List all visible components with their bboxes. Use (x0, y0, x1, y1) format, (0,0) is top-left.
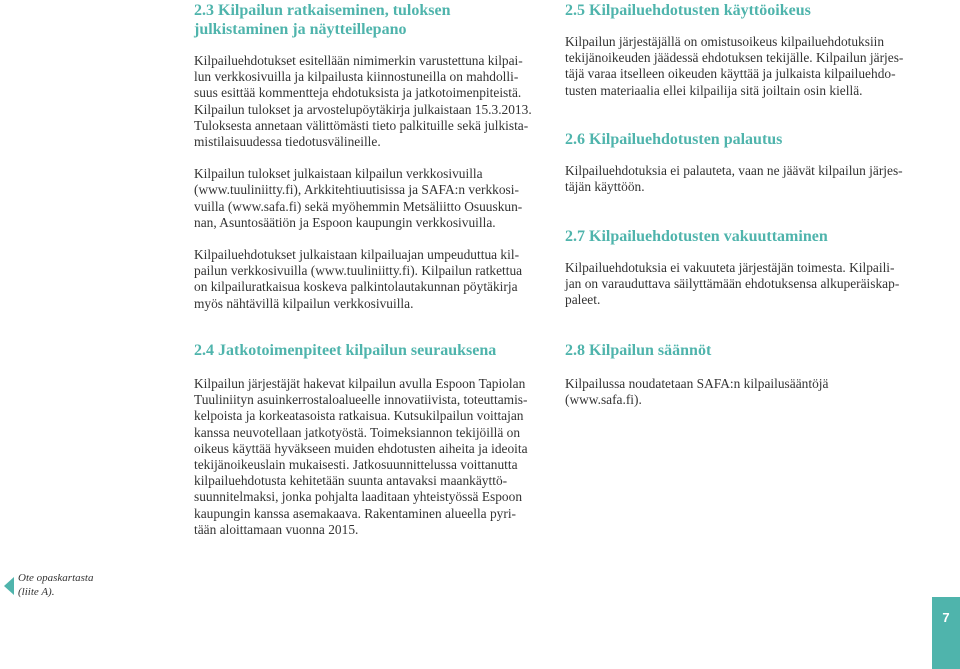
paragraph: Kilpailun järjestäjällä on omistusoikeus kilpailuehdotuksiin tekijänoikeuden jäädessä ehdotuksen tekijälle. Kilpailun järjes- täjä varaa itselleen oikeuden käyttää ja julkaista kilpailuehdo- tusten materiaalia ellei kilpailija sitä joiltain osin kiellä. (565, 34, 904, 98)
paragraph: Kilpailussa noudatetaan SAFA:n kilpailusääntöjä (www.safa.fi). (565, 376, 829, 408)
paragraph: Kilpailuehdotukset esitellään nimimerkin varustettuna kilpai- lun verkkosivuilla ja kilpailusta kiinnostuneilla on mahdolli- suus esittää kommentteja ehdotuksista ja jatkotoimenpiteistä. Kilpailun tulokset ja arvostelupöytäkirja julkaistaan 15.3.2013. Tuloksesta annetaan välittömästi tieto palkituille sekä julkista- mistilaisuudessa tiedotusvälineille. (194, 53, 532, 150)
paragraph: Kilpailun tulokset julkaistaan kilpailun verkkosivuilla (www.tuuliniitty.fi), Arkkitehtiuutisissa ja SAFA:n verkkosi- vuilla (www.safa.fi) sekä myöhemmin Metsäliitto Osuuskun- nan, Asuntosäätiön ja Espoon kaupungin verkkosivuilla. (194, 166, 523, 230)
section-2-6 (565, 130, 915, 211)
section-heading: 2.8 Kilpailun säännöt (565, 342, 712, 359)
section-2-3 (194, 1, 539, 328)
paragraph: Kilpailuehdotuksia ei palauteta, vaan ne jäävät kilpailun järjes- täjän käyttöön. (565, 163, 903, 195)
paragraph: Kilpailuehdotukset julkaistaan kilpailuajan umpeuduttua kil- pailun verkkosivuilla (www.tuuliniitty.fi). Kilpailun ratkettua on kilpailuratkaisua koskeva palkintolautakunnan pöytäkirja myös nähtävillä kilpailun verkkosivuilla. (194, 247, 523, 311)
paragraph: Kilpailuehdotuksia ei vakuuteta järjestäjän toimesta. Kilpaili- jan on varauduttava säilyttämään ehdotuksensa alkuperäiskap- paleet. (565, 260, 900, 308)
section-2-4 (194, 341, 539, 554)
section-2-8 (565, 341, 915, 424)
section-heading: 2.3 Kilpailun ratkaiseminen, tuloksen julkistaminen ja näytteillepano (194, 2, 451, 38)
section-2-7 (565, 227, 915, 325)
page-tab (932, 597, 960, 669)
section-heading: 2.7 Kilpailuehdotusten vakuuttaminen (565, 228, 828, 245)
paragraph: Kilpailun järjestäjät hakevat kilpailun avulla Espoon Tapiolan Tuuliniityn asuinkerrostaloalueelle innovatiivista, toteuttamis- kelpoista ja korkeatasoista ratkaisua. Kutsukilpailun voittajan kanssa neuvotellaan jatkotyöstä. Toimeksiannon tekijöillä on oikeus käyttää hyväkseen muiden ehdotusten aiheita ja ideoita tekijänoikeuslain mukaisesti. Jatkosuunnittelussa voittanutta kilpailuehdotusta kehitetään suunta antavaksi maankäyttö- suunnitelmaksi, jonka pohjalta laaditaan yhteistyössä Espoon kaupungin kanssa asemakaava. Rakentaminen alueella pyri- tään aloittamaan vuonna 2015. (194, 376, 528, 537)
section-heading: 2.6 Kilpailuehdotusten palautus (565, 131, 783, 148)
page-number: 7 (942, 610, 950, 625)
section-heading: 2.5 Kilpailuehdotusten käyttöoikeus (565, 2, 811, 19)
section-heading: 2.4 Jatkotoimenpiteet kilpailun seurauksena (194, 342, 497, 359)
section-2-5 (565, 1, 915, 115)
arrow-left-icon (4, 577, 14, 595)
map-footnote: Ote opaskartasta (liite A). (18, 572, 94, 598)
